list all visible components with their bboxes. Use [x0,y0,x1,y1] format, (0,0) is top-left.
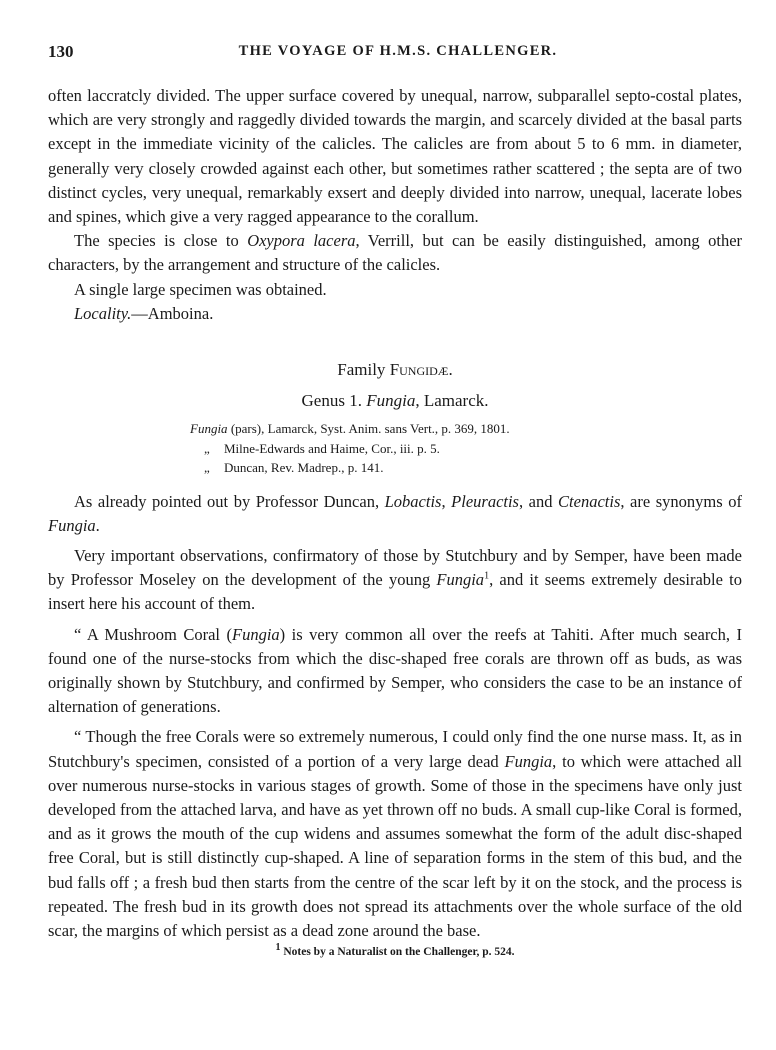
page-body [48,84,742,958]
text-run: ) is very common all over the reefs at Tahiti. After much search, I found one of the nurse-stocks from which the disc-shaped free corals are thrown off as buds, as was originally shown by Stutchbury, and confirmed by Semper, who considers the case to be an instance of alternation of generations. [48,624,742,717]
family-prefix: Family [337,360,390,380]
text-run: Very important observations, confirmatory of those by Stutchbury and by Semper, have been made by Professor Moseley on the development of the young [48,545,742,590]
specimen-note: A single large specimen was obtained. [74,279,327,299]
text-run: , [441,491,452,511]
footnote-mark: 1 [275,942,281,954]
description-paragraph: often laccratcly divided. The upper surface covered by unequal, narrow, subparallel septo-costal plates, which are very strongly and raggedly divided towards the margin, and scarcely divided at the basal parts except in the immediate vicinity of the calicles. The calicles are from about 5 to 6 mm. in diameter, generally very closely crowded against each other, but sometimes rather scattered ; the septa are of two distinct cycles, very unequal, remarkably exsert and deeply divided into narrow, unequal, lacerate lobes and spines, which give a very ragged appearance to the corallum. [48,86,742,227]
moseley-paragraph [48,544,742,617]
running-title: THE VOYAGE OF H.M.S. CHALLENGER. [238,43,558,59]
footnote-text: Notes by a Naturalist on the Challenger, p. 524. [280,946,515,959]
ditto-mark: „ [204,440,210,456]
text-run: , and [518,491,559,511]
synonym-paragraph [48,490,742,538]
text-run: “ Though the free Corals were so extremely numerous, I could only find the one nurse mass. It, as in Stutchbury's specimen, consisted of a portion of a very large dead [48,727,742,771]
footnote [48,942,742,959]
synonymy-entry [190,419,742,439]
quote-paragraph-2 [48,725,742,943]
synonymy-entry [190,458,742,478]
locality-line [48,302,742,326]
genus-lobactis: Lobactis [384,491,442,511]
text-run: “ A Mushroom Coral ( [74,624,232,644]
text-run: , and it seems extremely desirable to insert here his account of them. [48,570,742,614]
text-run: . [95,515,100,535]
comparison-paragraph [48,229,742,277]
text-run: As already pointed out by Professor Duncan, [74,491,385,511]
genus-fungia: Fungia [504,751,553,771]
synonymy-list [190,419,742,478]
quote-paragraph-1 [48,623,742,720]
locality-label: Locality. [74,303,132,323]
text-run: , are synonyms of [620,491,742,511]
family-name: Fungidæ. [389,360,453,380]
synonymy-text [190,419,510,439]
synonymy-genus: Fungia [190,421,228,437]
synonymy-citation: Duncan, Rev. Madrep., p. 141. [224,460,384,476]
synonymy-citation: (pars), Lamarck, Syst. Anim. sans Vert., p. 369, 1801. [227,421,510,437]
locality-value: —Amboina. [131,303,214,323]
genus-ctenactis: Ctenactis [558,491,621,511]
synonymy-entry [190,439,742,459]
ditto-mark: „ [204,460,210,476]
text-run: , to which were attached all over numerous nurse-stocks in various stages of growth. Some of those in the specimens have only just developed from the attached larva, and have as yet thrown off no buds. A small cup-like Coral is formed, and as it grows the mouth of the cup widens and assumes somewhat the form of the adult disc-shaped free Coral, but is still distinctly cup-shaped. A line of separation forms in the stem of this bud, and the bud falls off ; a fresh bud then starts from the centre of the scar left by it on the stock, and the process is repeated. The fresh bud in its growth does not spread its attachments over the whole surface of the old scar, the margins of which persist as a dead zone around the base. [48,751,743,940]
species-name: Oxypora lacera [247,231,356,251]
text-run: The species is close to [74,231,248,251]
genus-author: , Lamarck. [415,391,489,411]
genus-fungia: Fungia [48,515,96,535]
genus-prefix: Genus 1. [301,391,367,411]
text-run: , Verrill, but can be easily distinguished, among other characters, by the arrangement and structure of the calicles. [48,231,743,275]
genus-fungia: Fungia [436,570,485,590]
genus-name: Fungia [366,391,416,411]
genus-heading [48,391,742,411]
page-number: 130 [48,42,74,61]
running-head [48,42,748,66]
synonymy-citation: Milne-Edwards and Haime, Cor., iii. p. 5. [224,440,440,456]
genus-pleuractis: Pleuractis [451,491,519,511]
footnote-reference[interactable]: 1 [484,570,490,582]
genus-fungia: Fungia [231,624,280,644]
family-heading [48,360,742,380]
